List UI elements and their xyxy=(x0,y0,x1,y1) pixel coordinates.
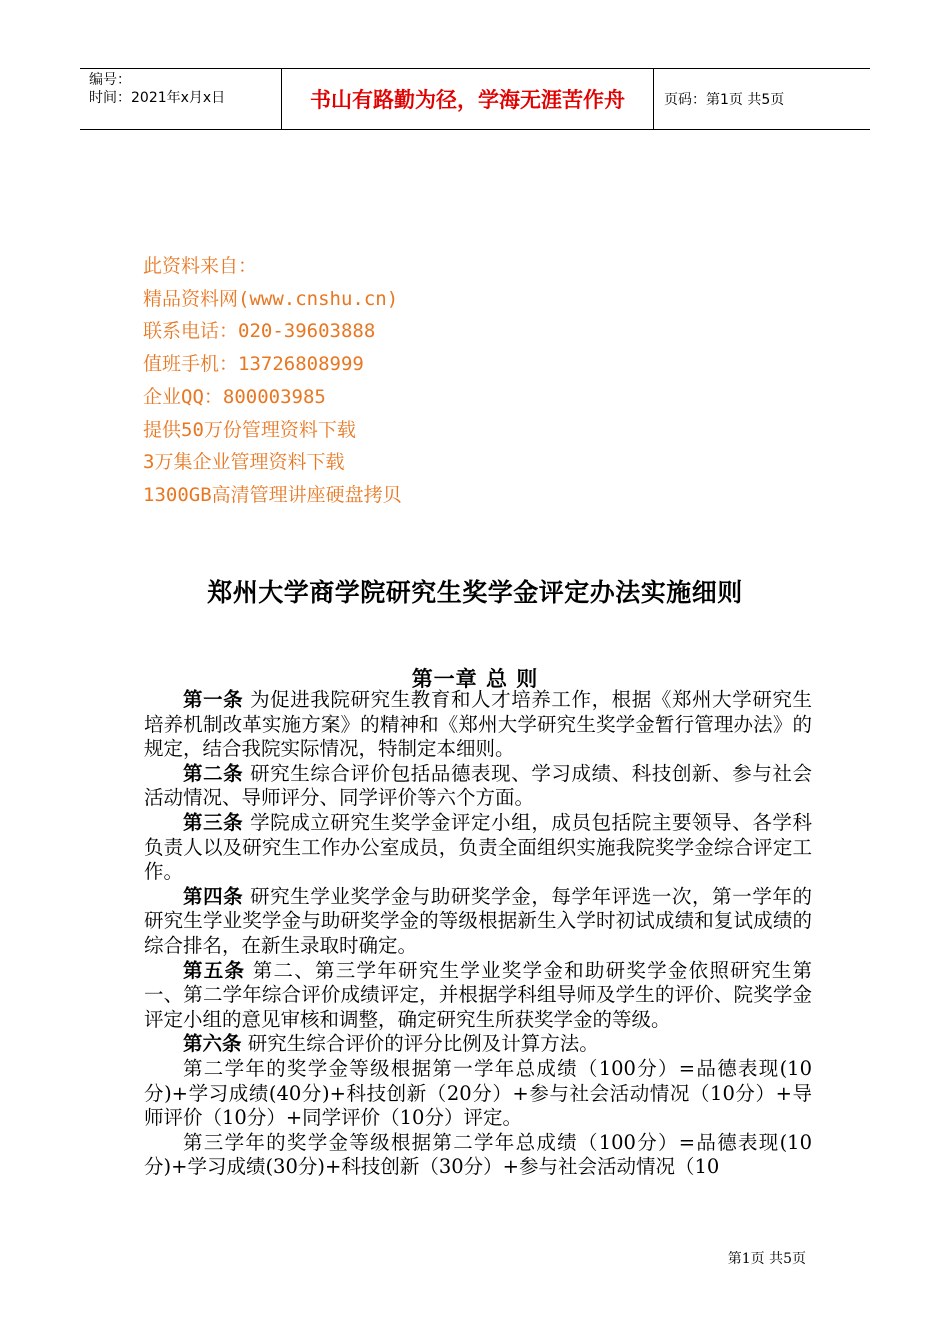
article-label: 第六条 xyxy=(183,1032,242,1056)
promo-line: 精品资料网(www.cnshu.cn) xyxy=(143,287,399,310)
article-text: 第二、第三学年研究生学业奖学金和助研奖学金依照研究生第一、第二学年综合评价成绩评定，并根据学科组导师及学生的评价、院奖学金评定小组的意见审核和调整，确定研究生所获奖学金的等级。 xyxy=(144,958,812,1031)
number-label: 编号： xyxy=(89,72,131,88)
promo-line: 3万集企业管理资料下载 xyxy=(143,451,345,474)
promo-line: 企业QQ：800003985 xyxy=(143,385,326,408)
article-text: 研究生综合评价的评分比例及计算方法。 xyxy=(241,1032,599,1056)
promo-line: 此资料来自： xyxy=(143,255,258,277)
article-paragraph xyxy=(144,1131,812,1180)
promo-line: 联系电话：020-39603888 xyxy=(143,320,376,343)
article-text: 研究生综合评价包括品德表现、学习成绩、科技创新、参与社会活动情况、导师评分、同学评价等六个方面。 xyxy=(144,761,812,810)
article-text: 学院成立研究生奖学金评定小组，成员包括院主要领导、各学科负责人以及研究生工作办公室成员，负责全面组织实施我院奖学金综合评定工作。 xyxy=(144,810,812,884)
promo-line: 值班手机：13726808999 xyxy=(143,353,364,376)
document-title: 郑州大学商学院研究生奖学金评定办法实施细则 xyxy=(207,578,743,607)
time-label: 时间：2021年x月x日 xyxy=(89,90,226,106)
article-label: 第二条 xyxy=(183,761,244,785)
article-paragraph xyxy=(144,688,812,762)
article-paragraph xyxy=(144,811,812,885)
document-header xyxy=(80,68,870,130)
article-label: 第四条 xyxy=(183,884,244,908)
body-text xyxy=(144,688,812,1180)
promo-line: 1300GB高清管理讲座硬盘拷贝 xyxy=(143,483,402,506)
article-label: 第五条 xyxy=(183,958,246,982)
article-paragraph xyxy=(144,885,812,959)
article-label: 第一条 xyxy=(183,688,244,711)
article-text: 第三学年的奖学金等级根据第二学年总成绩（100分）=品德表现(10分)+学习成绩(30分)+科技创新（30分）+参与社会活动情况（10 xyxy=(144,1130,812,1179)
page-footer: 第1页 共5页 xyxy=(727,1251,806,1267)
article-paragraph xyxy=(144,1032,812,1057)
article-text: 研究生学业奖学金与助研奖学金，每学年评选一次，第一学年的研究生学业奖学金与助研奖学金的等级根据新生入学时初试成绩和复试成绩的综合排名，在新生录取时确定。 xyxy=(144,884,812,957)
header-meta xyxy=(80,69,282,129)
article-text: 为促进我院研究生教育和人才培养工作，根据《郑州大学研究生培养机制改革实施方案》的精神和《郑州大学研究生奖学金暂行管理办法》的规定，结合我院实际情况，特制定本细则。 xyxy=(144,688,812,761)
article-paragraph xyxy=(144,762,812,811)
header-motto: 书山有路勤为径，学海无涯苦作舟 xyxy=(282,69,654,129)
header-page-info: 页码：第1页 共5页 xyxy=(664,92,785,108)
article-paragraph xyxy=(144,1057,812,1131)
promo-line: 提供50万份管理资料下载 xyxy=(143,418,356,441)
article-text: 第二学年的奖学金等级根据第一学年总成绩（100分）=品德表现(10分)+学习成绩(40分)+科技创新（20分）+参与社会活动情况（10分）+导师评价（10分）+同学评价（10分）评定。 xyxy=(144,1056,812,1130)
article-label: 第三条 xyxy=(183,810,244,834)
chapter-heading: 第一章 总 则 xyxy=(411,666,539,691)
article-paragraph xyxy=(144,959,812,1033)
promo-block xyxy=(143,250,402,512)
